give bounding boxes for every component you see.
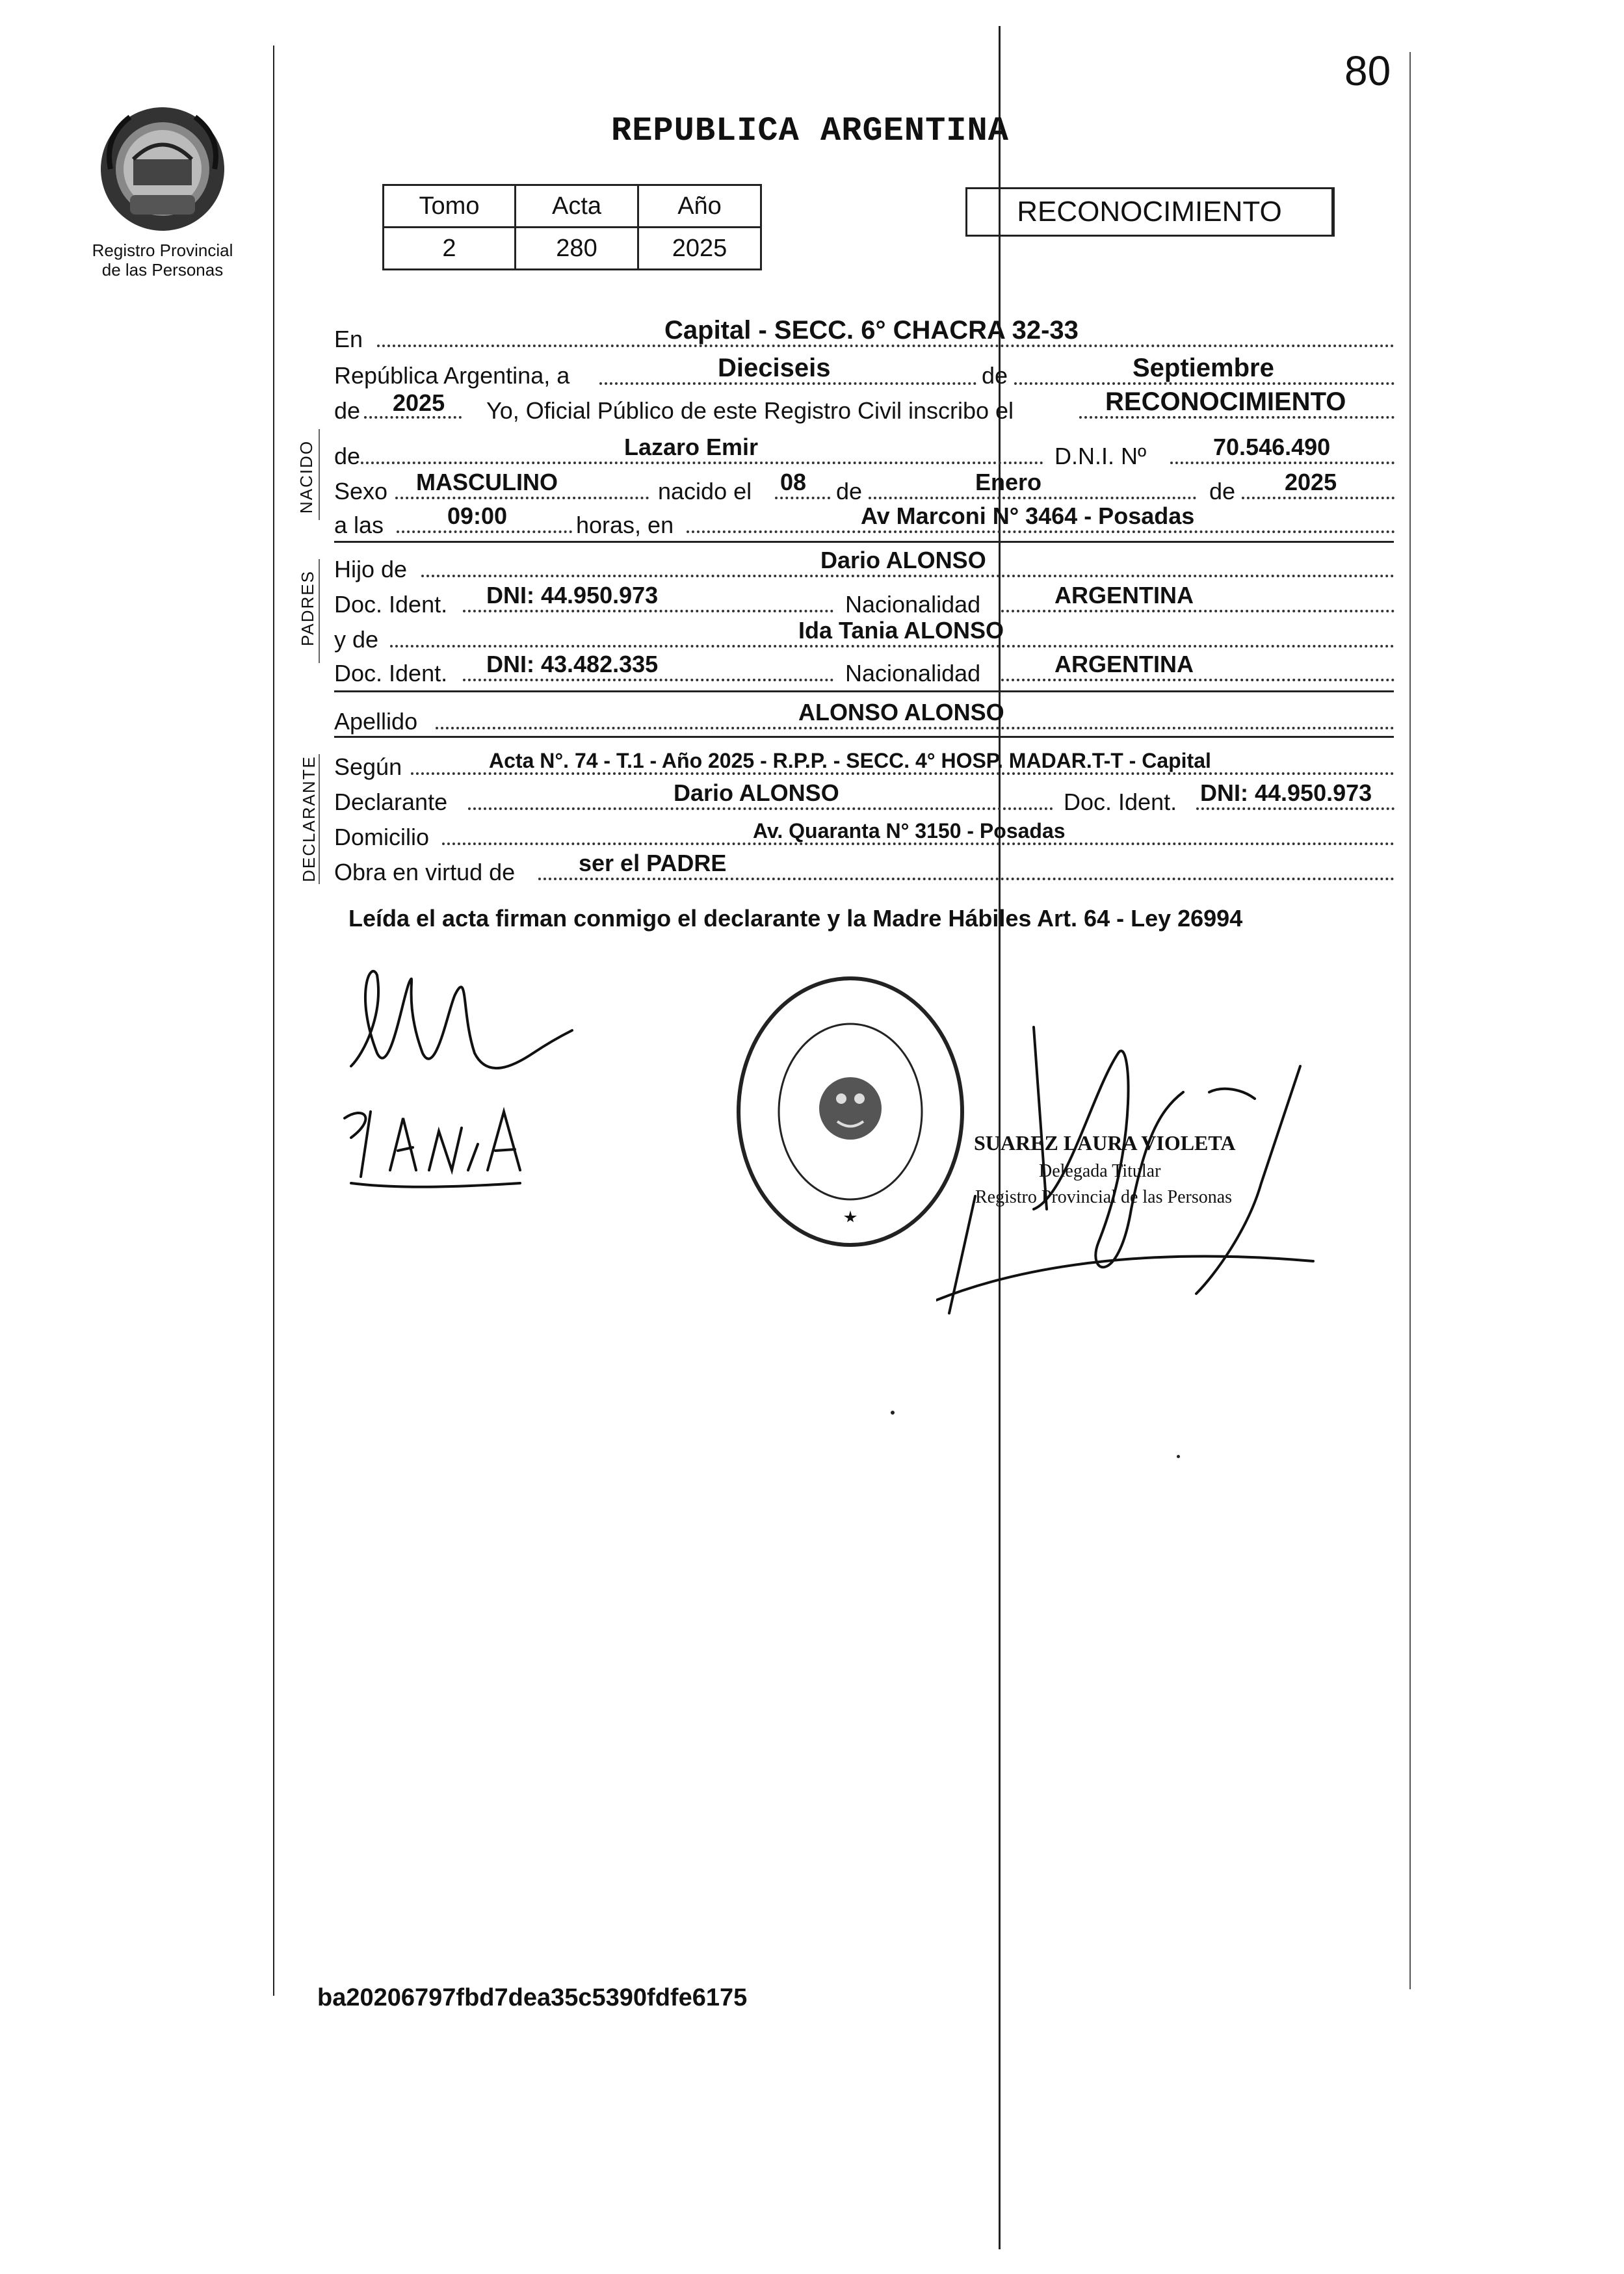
logo-caption-line2: de las Personas xyxy=(101,260,224,280)
declarante-doc-label: Doc. Ident. xyxy=(1064,789,1177,815)
act-type-value: RECONOCIMIENTO xyxy=(1105,387,1346,416)
declarant-signature xyxy=(338,956,611,1086)
birth-month-value: Enero xyxy=(975,469,1042,495)
obra-line xyxy=(538,878,1395,880)
nacido-section-bar xyxy=(319,429,320,520)
table-value-anio: 2025 xyxy=(638,228,761,270)
segun-label: Según xyxy=(334,753,402,780)
table-header-anio: Año xyxy=(638,185,761,228)
y-de-label: y de xyxy=(334,626,379,653)
mother-nationality-value: ARGENTINA xyxy=(1054,651,1194,677)
year-line xyxy=(364,416,462,419)
republica-label: República Argentina, a xyxy=(334,362,570,389)
page-number: 80 xyxy=(1344,47,1391,94)
declarante-section-bar xyxy=(319,754,320,884)
father-nac-line xyxy=(1001,610,1395,612)
sexo-label: Sexo xyxy=(334,478,388,504)
padres-section-bar xyxy=(319,559,320,663)
apellido-line xyxy=(436,727,1395,729)
birth-year-line xyxy=(1242,497,1395,499)
horas-label: horas, en xyxy=(576,512,674,538)
birth-month-line xyxy=(869,497,1196,499)
declarante-label: Declarante xyxy=(334,789,448,815)
apellido-value: ALONSO ALONSO xyxy=(798,699,1004,725)
official-office: Registro Provincial de las Personas xyxy=(975,1187,1233,1207)
father-doc-value: DNI: 44.950.973 xyxy=(486,582,659,608)
en-line xyxy=(377,345,1395,347)
sexo-line xyxy=(395,497,649,499)
nacido-separator xyxy=(334,541,1394,543)
birth-day-line xyxy=(775,497,830,499)
document-type-box: RECONOCIMIENTO xyxy=(965,187,1335,237)
section-label-nacido: NACIDO xyxy=(296,439,317,514)
scan-speck xyxy=(891,1411,895,1415)
father-nationality-value: ARGENTINA xyxy=(1054,582,1194,608)
dni-line xyxy=(1170,462,1395,464)
mother-doc-label: Doc. Ident. xyxy=(334,660,448,686)
apellido-label: Apellido xyxy=(334,708,418,735)
day-words-value: Dieciseis xyxy=(718,354,831,382)
father-nac-label: Nacionalidad xyxy=(845,591,981,618)
mother-name-value: Ida Tania ALONSO xyxy=(798,617,1004,644)
a-las-label: a las xyxy=(334,512,384,538)
en-label: En xyxy=(334,326,363,352)
father-line xyxy=(421,575,1395,577)
document-hash: ba20206797fbd7dea35c5390fdfe6175 xyxy=(317,1984,748,2011)
right-margin-line xyxy=(1409,52,1411,1989)
mother-nac-label: Nacionalidad xyxy=(845,660,981,686)
act-type-line xyxy=(1079,416,1395,419)
official-name: SUAREZ LAURA VIOLETA xyxy=(974,1131,1236,1155)
month-value: Septiembre xyxy=(1133,354,1274,382)
scan-speck xyxy=(1177,1455,1180,1458)
father-name-value: Dario ALONSO xyxy=(820,547,986,573)
birth-day-value: 08 xyxy=(780,469,807,495)
section-label-padres: PADRES xyxy=(298,570,317,646)
obra-label: Obra en virtud de xyxy=(334,859,516,885)
father-doc-label: Doc. Ident. xyxy=(334,591,448,618)
de-label-2: de xyxy=(836,478,863,504)
nacido-de-label: de xyxy=(334,443,361,469)
official-role: Delegada Titular xyxy=(1039,1161,1161,1181)
nacido-el-label: nacido el xyxy=(658,478,752,504)
month-line xyxy=(1014,382,1395,385)
table-value-acta: 280 xyxy=(516,228,638,270)
domicilio-label: Domicilio xyxy=(334,824,430,850)
oficial-text: Yo, Oficial Público de este Registro Civil inscribo el xyxy=(486,397,1014,424)
birth-time-value: 09:00 xyxy=(447,503,508,529)
section-label-declarante: DECLARANTE xyxy=(298,755,319,882)
child-dni-value: 70.546.490 xyxy=(1213,434,1331,460)
hijo-de-label: Hijo de xyxy=(334,556,408,582)
mother-line xyxy=(390,645,1395,647)
domicilio-value: Av. Quaranta N° 3150 - Posadas xyxy=(753,819,1066,843)
segun-value: Acta N°. 74 - T.1 - Año 2025 - R.P.P. - SECC. 4° HOSP. MADAR.T-T - Capital xyxy=(489,749,1211,772)
mother-signature xyxy=(325,1092,546,1203)
place-value: Capital - SECC. 6° CHACRA 32-33 xyxy=(664,316,1079,345)
document-title: REPUBLICA ARGENTINA xyxy=(611,112,1009,150)
declarante-line xyxy=(468,807,1053,810)
sexo-value: MASCULINO xyxy=(416,469,558,495)
declarante-doc-value: DNI: 44.950.973 xyxy=(1200,779,1372,806)
table-header-tomo: Tomo xyxy=(384,185,516,228)
obra-value: ser el PADRE xyxy=(579,850,727,876)
day-line xyxy=(599,382,976,385)
padres-separator xyxy=(334,690,1394,692)
mother-doc-line xyxy=(463,679,833,681)
dni-label: D.N.I. Nº xyxy=(1054,443,1147,469)
declarante-value: Dario ALONSO xyxy=(674,779,839,806)
year-value: 2025 xyxy=(393,389,445,416)
logo-caption xyxy=(72,241,254,280)
provincial-registry-logo xyxy=(85,98,241,247)
declarante-doc-line xyxy=(1196,807,1395,810)
mother-doc-value: DNI: 43.482.335 xyxy=(486,651,659,677)
table-value-tomo: 2 xyxy=(384,228,516,270)
de-label: de xyxy=(982,362,1008,389)
father-doc-line xyxy=(463,610,833,612)
birth-place-line xyxy=(687,530,1395,533)
de2-label: de xyxy=(334,397,361,424)
birth-year-value: 2025 xyxy=(1285,469,1337,495)
reference-table xyxy=(382,184,762,270)
closing-statement: Leída el acta firman conmigo el declarante y la Madre Hábiles Art. 64 - Ley 26994 xyxy=(348,905,1243,932)
logo-caption-line1: Registro Provincial xyxy=(92,241,233,260)
time-line xyxy=(397,530,572,533)
child-name-value: Lazaro Emir xyxy=(624,434,759,460)
birth-place-value: Av Marconi N° 3464 - Posadas xyxy=(861,503,1195,529)
de-label-3: de xyxy=(1209,478,1236,504)
table-header-acta: Acta xyxy=(516,185,638,228)
seal-icon xyxy=(85,98,241,247)
mother-nac-line xyxy=(1001,679,1395,681)
apellido-separator xyxy=(334,736,1394,738)
left-margin-line xyxy=(273,46,274,1996)
name-line xyxy=(361,462,1043,464)
